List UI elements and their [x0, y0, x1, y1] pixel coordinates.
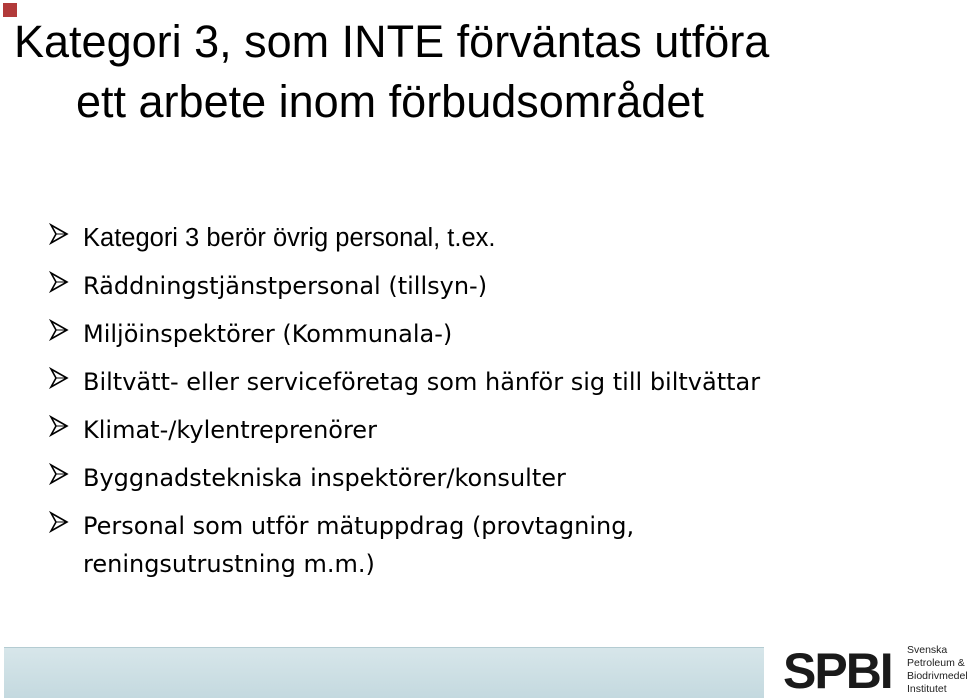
- logo-mark: SPBI: [783, 643, 892, 699]
- arrowhead-bullet-icon: [48, 415, 70, 437]
- footer-bar: [4, 647, 764, 698]
- arrowhead-bullet-icon: [48, 271, 70, 293]
- bullet-item: [48, 363, 760, 411]
- bullet-text: Byggnadstekniska inspektörer/konsulter: [83, 464, 566, 492]
- bullet-item: [48, 411, 760, 459]
- bullet-item: [48, 219, 760, 267]
- bullet-text-line-1: Personal som utför mätuppdrag (provtagning,: [83, 512, 635, 540]
- title-line-1: Kategori 3, som INTE förväntas utföra: [14, 16, 770, 67]
- bullet-text: Biltvätt- eller serviceföretag som hänför sig till biltvättar: [83, 368, 761, 396]
- bullet-text: Klimat-/kylentreprenörer: [83, 416, 377, 444]
- arrowhead-bullet-icon: [48, 463, 70, 485]
- arrowhead-bullet-icon: [48, 223, 70, 245]
- logo-line-3: Biodrivmedel: [907, 670, 968, 682]
- bullet-text: [83, 507, 723, 583]
- bullet-text: Kategori 3 berör övrig personal, t.ex.: [83, 224, 496, 252]
- bullet-item: [48, 315, 760, 363]
- bullet-item: [48, 459, 760, 507]
- logo-line-2: Petroleum &: [907, 657, 965, 669]
- arrowhead-bullet-icon: [48, 367, 70, 389]
- arrowhead-bullet-icon: [48, 319, 70, 341]
- logo-line-4: Institutet: [907, 683, 947, 695]
- logo-text: [907, 644, 968, 696]
- bullet-item: [48, 507, 760, 583]
- bullet-item: [48, 267, 760, 315]
- title-line-2: ett arbete inom förbudsområdet: [76, 76, 704, 127]
- bullet-list: [48, 219, 760, 583]
- arrowhead-bullet-icon: [48, 511, 70, 533]
- slide-title: [14, 12, 954, 132]
- logo-line-1: Svenska: [907, 644, 948, 656]
- bullet-text: Räddningstjänstpersonal (tillsyn-): [83, 272, 488, 300]
- spbi-logo: [783, 640, 968, 699]
- bullet-text-line-2: reningsutrustning m.m.): [83, 550, 375, 578]
- bullet-text: Miljöinspektörer (Kommunala-): [83, 320, 453, 348]
